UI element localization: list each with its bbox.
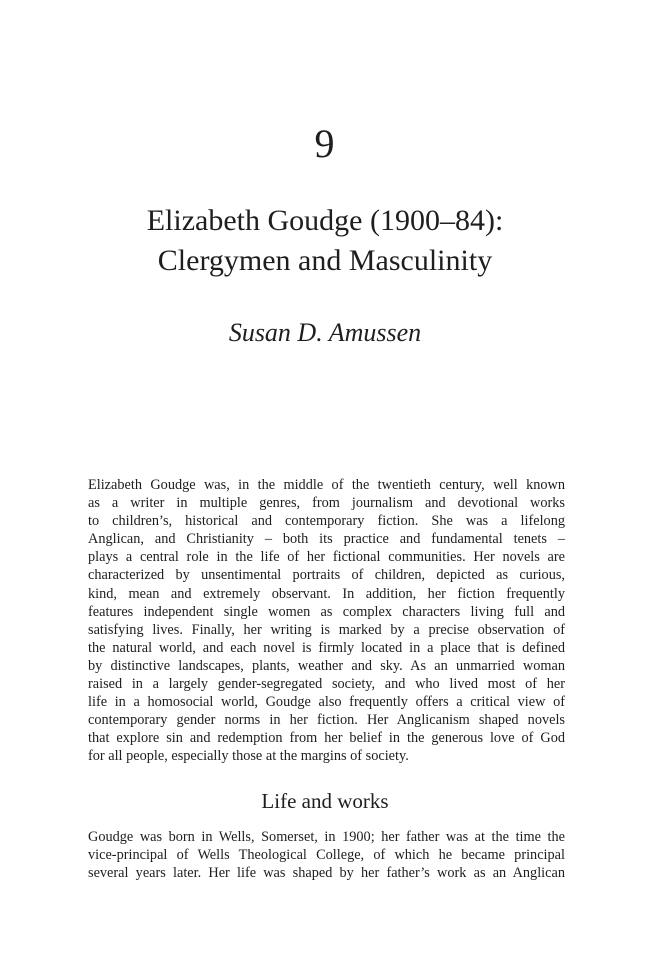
paragraph-line: plays a central role in the life of her fictional communities. Her novels are — [88, 549, 565, 566]
paragraph-line: that explore sin and redemption from her belief in the generous love of God — [88, 730, 565, 747]
chapter-title-line-2: Clergymen and Masculinity — [157, 244, 493, 277]
paragraph-line: to children’s, historical and contemporary fiction. She was a lifelong — [88, 513, 565, 530]
paragraph-line: the natural world, and each novel is firmly located in a place that is defined — [88, 639, 565, 656]
paragraph-line: Elizabeth Goudge was, in the middle of the twentieth century, well known — [88, 477, 565, 493]
intro-paragraph — [88, 476, 565, 766]
section-paragraph — [88, 828, 565, 882]
author-name: Susan D. Amussen — [228, 318, 422, 347]
paragraph-line: kind, mean and extremely observant. In addition, her fiction frequently — [88, 585, 565, 602]
paragraph-line: raised in a largely gender-segregated society, and who lived most of her — [88, 676, 565, 693]
section-heading: Life and works — [261, 789, 389, 813]
paragraph-line: characterized by unsentimental portraits of children, depicted as curious, — [88, 567, 565, 584]
paragraph-line: several years later. Her life was shaped by her father’s work as an Anglican — [88, 865, 565, 882]
paragraph-line: life in a homosocial world, Goudge also frequently offers a critical view of — [88, 694, 565, 711]
paragraph-line: Anglican, and Christianity – both its practice and fundamental tenets – — [88, 531, 565, 548]
paragraph-line: vice-principal of Wells Theological College, of which he became principal — [88, 847, 565, 864]
paragraph-line: satisfying lives. Finally, her writing is marked by a precise observation of — [88, 621, 565, 638]
paragraph-line: as a writer in multiple genres, from journalism and devotional works — [88, 495, 565, 512]
paragraph-line: features independent single women as complex characters living full and — [88, 603, 565, 620]
chapter-title-line-1: Elizabeth Goudge (1900–84): — [146, 204, 504, 237]
chapter-number: 9 — [314, 121, 336, 166]
paragraph-line: by distinctive landscapes, plants, weather and sky. As an unmarried woman — [88, 657, 565, 674]
paragraph-line: contemporary gender norms in her fiction. Her Anglicanism shaped novels — [88, 712, 565, 729]
chapter-title — [0, 201, 650, 281]
paragraph-line: Goudge was born in Wells, Somerset, in 1900; her father was at the time the — [88, 829, 565, 845]
paragraph-line: for all people, especially those at the margins of society. — [88, 748, 409, 765]
